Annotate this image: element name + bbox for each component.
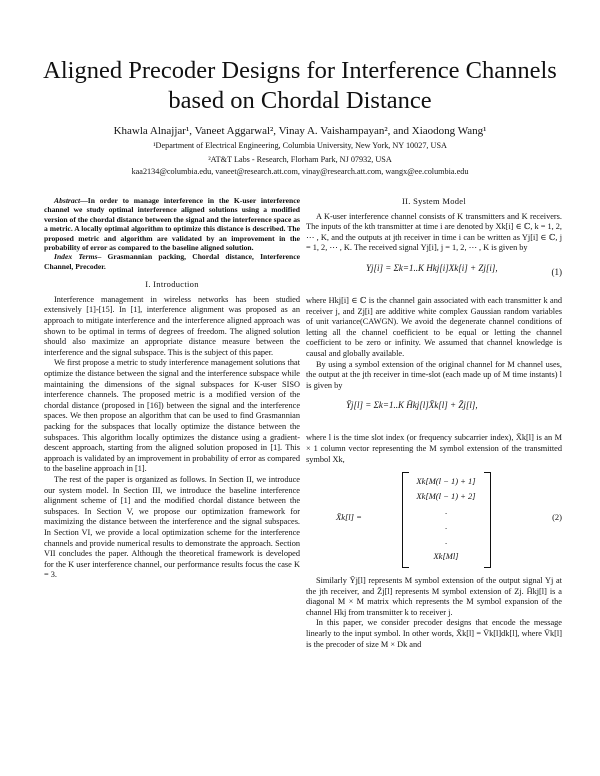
equation-2 [306, 470, 562, 570]
system-paragraph-3: By using a symbol extension of the original channel for M channel uses, the output at the jth receiver in time-slot (each made up of M time instants) l is given by [306, 359, 562, 390]
matrix-entry: . [444, 521, 448, 532]
matrix-entries [410, 474, 482, 564]
matrix-right-bracket [484, 472, 491, 568]
matrix-entry: Xk[M(l − 1) + 1] [416, 476, 476, 487]
title-line-1: Aligned Precoder Designs for Interference Channels [43, 57, 557, 84]
left-column [44, 196, 300, 581]
author-list: Khawla Alnajjar¹, Vaneet Aggarwal², Vinay A. Vaishampayan², and Xiaodong Wang¹ [113, 125, 487, 137]
author-emails: kaa2134@columbia.edu, vaneet@research.att.com, vinay@research.att.com, wangx@ee.columbia.edu [131, 167, 469, 176]
abstract [44, 196, 300, 252]
affiliation-1: ¹Department of Electrical Engineering, Columbia University, New York, NY 10027, USA [153, 141, 447, 150]
system-paragraph-2: where Hkj[i] ∈ ℂ is the channel gain associated with each transmitter k and receiver j, and Zj[i] are additive white complex Gaussian random variables of unit variance(CAWGN). We avoid the degenerate channel conditions of letting all the channel coefficient to be equal or letting the channel coefficient to be zero or infinity. We assumed that channel knowledge is causal and globally available. [306, 295, 562, 358]
equation-extended-output-body: Ȳj[l] = Σk=1..K H̄kj[l]X̄k[l] + Z̄j[l], [346, 400, 478, 411]
paper-title [20, 56, 580, 116]
equation-2-lhs: X̄k[l] = [336, 512, 362, 523]
affiliation-2: ²AT&T Labs - Research, Florham Park, NJ 07932, USA [208, 155, 392, 164]
index-terms [44, 252, 300, 271]
matrix-entry: Xk[Ml] [433, 551, 459, 562]
matrix-entry: Xk[M(l − 1) + 2] [416, 491, 476, 502]
system-paragraph-1: A K-user interference channel consists of K transmitters and K receivers. The inputs of the kth transmitter at time i are denoted by Xk[i] ∈ ℂ, k = 1, 2, ⋯ , K, and the outputs at jth receiver in time i can be written as Yj[i] ∈ ℂ, j = 1, 2, ⋯ , K. The received signal Yj[i], j = 1, 2, ⋯ , K is given by [306, 211, 562, 253]
matrix-left-bracket [402, 472, 409, 568]
right-column [306, 196, 562, 650]
matrix-entry: . [444, 506, 448, 517]
equation-1 [306, 259, 562, 291]
intro-paragraph-2: We first propose a metric to study interference management solutions that optimize the distance between the signal and the interference subspace while maintaining the dimensions of the signal subspaces for K-user SISO interference channels. The proposed metric is a modified version of the chordal distance (proposed in [16]) between the signal and the interference spaces. We then propose an algorithm that can be used to find Grasmannian packing for the subspaces that locally optimize the distance between the subspaces. This algorithm locally optimizes the distance using a gradient-descent approach, starting from the aligned solution proposed in [1]. This approach is validated by an improvement in probability of error as compared to the baseline approach in [1]. [44, 358, 300, 474]
abstract-label: Abstract [54, 196, 81, 205]
section-heading-introduction: I. Introduction [145, 279, 199, 290]
system-paragraph-6: In this paper, we consider precoder designs that encode the message linearly to the input symbol. In other words, X̄k[l] = V̄k[l]dk[l], where V̄k[l] is the precoder of size M × Dk and [306, 618, 562, 649]
equation-1-number: (1) [551, 266, 562, 277]
abstract-text: —In order to manage interference in the K-user interference channel we study optimal interference aligned solutions using a modified version of the chordal distance between the signal and the interference space as a metric. A locally optimal algorithm to optimize this distance is described. The proposed metric and algorithm are validated by an improvement in the probability of error as compared to the baseline aligned solution. [44, 196, 300, 253]
index-terms-text: – Grasmannian packing, Chordal distance, Interference Channel, Precoder. [44, 252, 300, 271]
equation-1-body: Yj[i] = Σk=1..K Hkj[i]Xk[i] + Zj[i], [366, 262, 498, 273]
matrix-entry: . [444, 536, 448, 547]
intro-paragraph-1: Interference management in wireless networks has been studied extensively [1]-[15]. In [1], interference alignment was proposed as an approach to mitigate interference and the interference aligned approach was shown to be optimal in terms of degrees of freedom. The aligned solution should also maximize an appropriate distance measure between the interference and the signal subspace. This is the subject of this paper. [44, 294, 300, 357]
equation-extended-output [306, 396, 562, 428]
equation-2-number: (2) [552, 512, 562, 523]
intro-paragraph-3: The rest of the paper is organized as follows. In Section II, we introduce our system model. In Section III, we introduce the baseline interference alignment scheme of [1] and the modified chordal distance between the subspaces. In Section V, we propose our optimization framework for maximizing the distance between the interference and the signal subspaces. In Section VI, we provide a local optimization scheme for the interference channels and provide numerical results to demonstrate the approach. Section VII concludes the paper. Although the theoretical framework is developed for the K user interference channel, our performance results focus the case K = 3. [44, 474, 300, 580]
system-paragraph-4: where l is the time slot index (or frequency subcarrier index), X̄k[l] is an M × 1 column vector representing the M symbol extension of the transmitted symbol Xk, [306, 433, 562, 464]
section-heading-system-model: II. System Model [401, 196, 467, 206]
index-terms-label: Index Terms [54, 252, 98, 262]
title-line-2: based on Chordal Distance [168, 87, 432, 114]
system-paragraph-5: Similarly Ȳj[l] represents M symbol extension of the output signal Yj at the jth receiver, and Z̄j[l] represents M symbol extension of Zj. H̄kj[l] is a diagonal M × M matrix which represents the M symbol expansion of the channel Hkj from transmitter k to receiver j. [306, 576, 562, 617]
